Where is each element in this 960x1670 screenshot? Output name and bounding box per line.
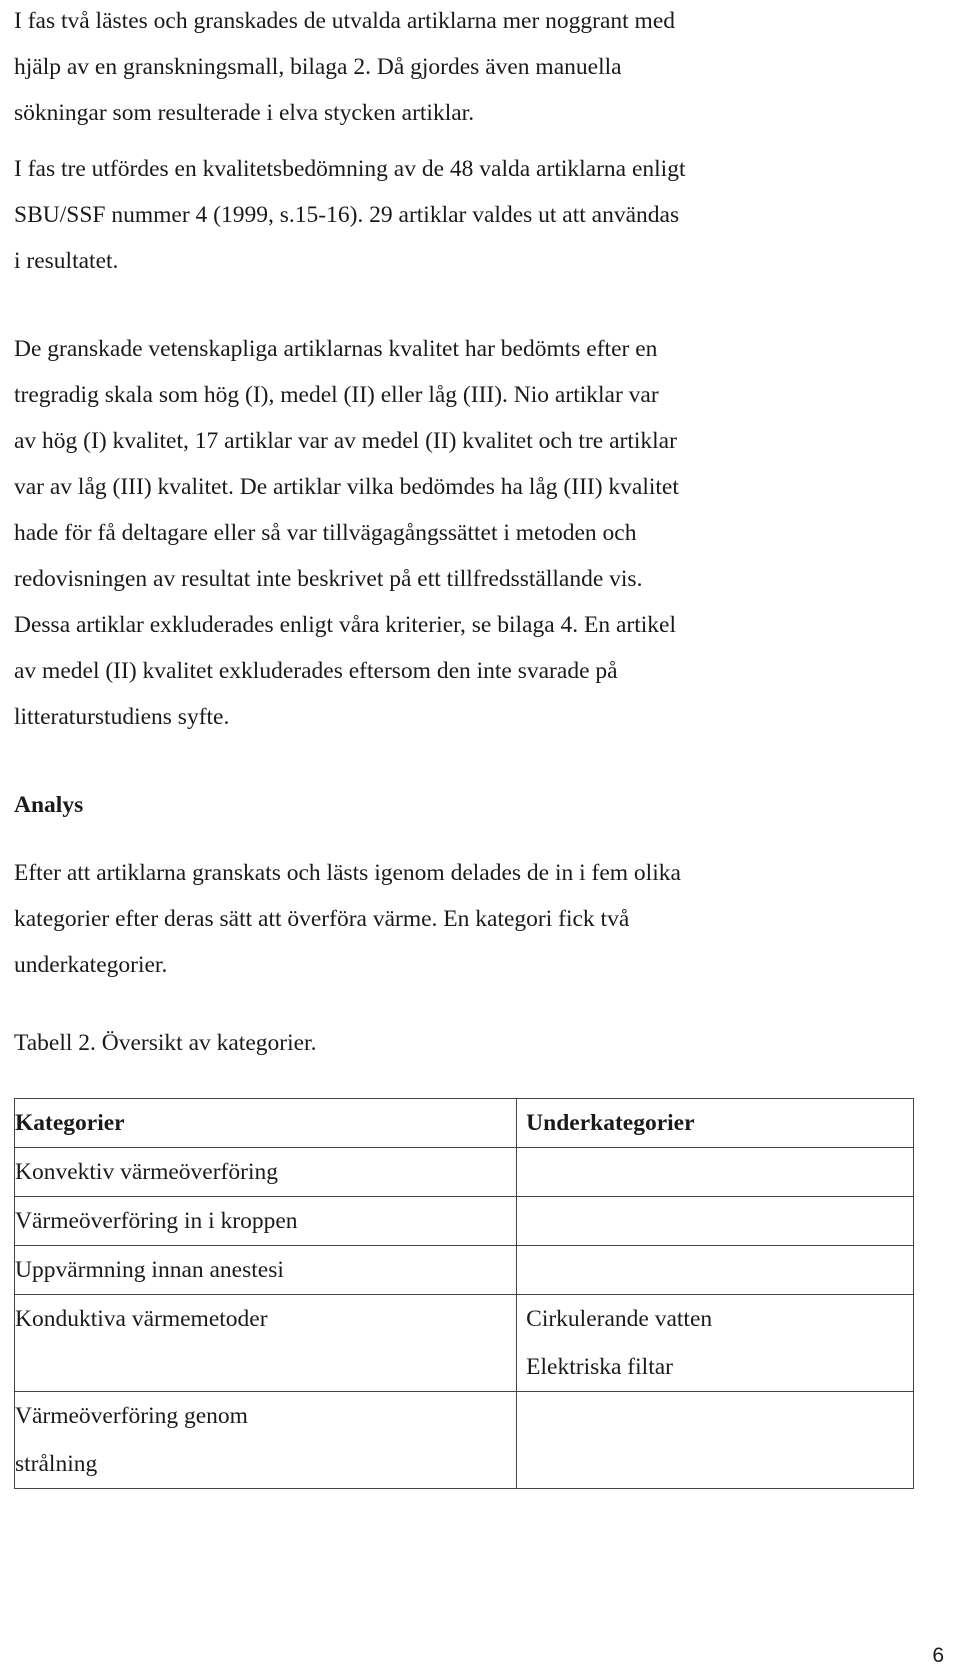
category-label: Värmeöverföring in i kroppen [15,1208,298,1234]
text-line: tregradig skala som hög (I), medel (II) eller låg (III). Nio artiklar var [14,382,659,408]
table-cell [517,1246,914,1295]
text-line: hade för få deltagare eller så var tillvägagångssättet i metoden och [14,520,637,546]
text-line: av medel (II) kvalitet exkluderades eftersom den inte svarade på [14,658,618,684]
table-header-cell [15,1099,517,1148]
table-cell [15,1148,517,1197]
table-caption: Tabell 2. Översikt av kategorier. [14,1030,317,1056]
table-cell [15,1246,517,1295]
text-line: hjälp av en granskningsmall, bilaga 2. Då gjordes även manuella [14,54,622,80]
category-label: Värmeöverföring genom [15,1403,248,1429]
text-line: Dessa artiklar exkluderades enligt våra kriterier, se bilaga 4. En artikel [14,612,677,638]
subcategory-label: Elektriska filtar [526,1354,673,1380]
category-label: Konvektiv värmeöverföring [15,1159,278,1185]
table-cell [517,1197,914,1246]
paragraph-phase-three [14,146,914,284]
table-row [15,1246,914,1295]
text-line: litteraturstudiens syfte. [14,704,230,730]
table-cell [15,1295,517,1392]
paragraph-phase-two [14,0,914,136]
text-line: I fas tre utfördes en kvalitetsbedömning av de 48 valda artiklarna enligt [14,156,686,182]
text-line: redovisningen av resultat inte beskrivet på ett tillfredsställande vis. [14,566,643,592]
table-row [15,1295,914,1392]
table-row [15,1148,914,1197]
category-label: Uppvärmning innan anestesi [15,1257,284,1283]
table-cell [15,1197,517,1246]
table-row [15,1392,914,1489]
text-line: I fas två lästes och granskades de utvalda artiklarna mer noggrant med [14,8,676,34]
section-heading-analys: Analys [14,792,84,818]
page-number: 6 [932,1644,944,1667]
text-line: SBU/SSF nummer 4 (1999, s.15-16). 29 artiklar valdes ut att användas [14,202,680,228]
text-line: kategorier efter deras sätt att överföra värme. En kategori fick två [14,906,630,932]
text-line: underkategorier. [14,952,168,978]
categories-table [14,1098,914,1489]
category-label: Konduktiva värmemetoder [15,1306,268,1332]
table-cell [517,1148,914,1197]
text-line: De granskade vetenskapliga artiklarnas kvalitet har bedömts efter en [14,336,658,362]
subcategory-label: Cirkulerande vatten [526,1306,713,1332]
table-cell [15,1392,517,1489]
header-kategorier: Kategorier [15,1110,125,1136]
paragraph-analysis [14,850,914,988]
table-header-cell [517,1099,914,1148]
table-cell [517,1392,914,1489]
text-line: Efter att artiklarna granskats och lästs igenom delades de in i fem olika [14,860,681,886]
header-underkategorier: Underkategorier [526,1110,695,1136]
table-row [15,1197,914,1246]
text-line: av hög (I) kvalitet, 17 artiklar var av medel (II) kvalitet och tre artiklar [14,428,677,454]
category-label: strålning [15,1451,98,1477]
table-cell [517,1295,914,1392]
text-line: sökningar som resulterade i elva stycken artiklar. [14,100,475,126]
table-header-row [15,1099,914,1148]
text-line: var av låg (III) kvalitet. De artiklar vilka bedömdes ha låg (III) kvalitet [14,474,679,500]
paragraph-quality-assessment [14,326,914,740]
text-line: i resultatet. [14,248,119,274]
